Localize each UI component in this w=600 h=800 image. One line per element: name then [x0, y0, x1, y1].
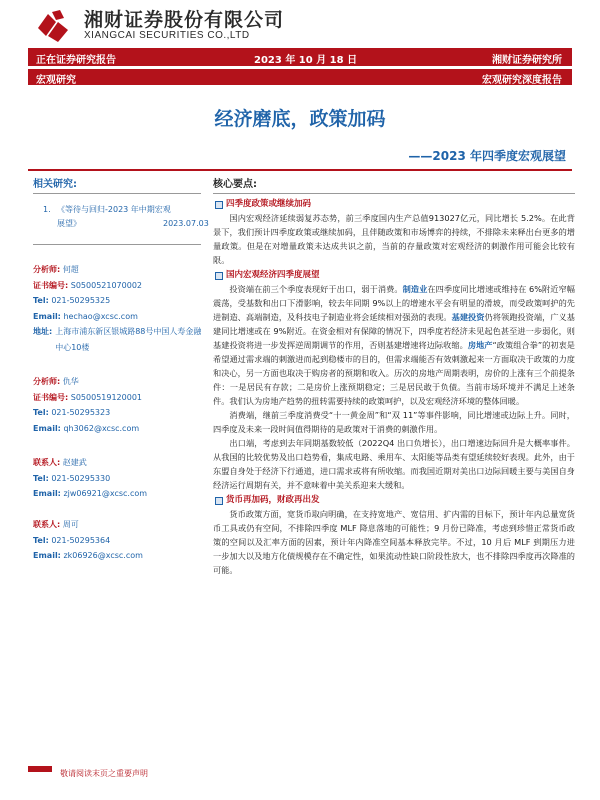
related-rule	[33, 193, 201, 194]
email-link[interactable]: hechao@xcsc.com	[63, 311, 138, 321]
analyst-block-2	[33, 374, 203, 436]
brand-name-cn: 湘财证券股份有限公司	[84, 9, 285, 31]
report-category: 宏观研究	[36, 75, 76, 86]
contact-role: 联系人:	[33, 458, 61, 467]
analyst-name: 何超	[62, 265, 79, 274]
key-points-heading: 核心要点:	[213, 179, 257, 190]
email-label: Email:	[33, 311, 61, 321]
email-link[interactable]: zk06926@xcsc.com	[63, 551, 143, 560]
paragraph-policy: 国内宏观经济延续弱复苏态势，前三季度国内生产总值913027亿元，同比增长 5.2%。在此背景下，我们预计四季度政策或继续加码，且伴随政策和市场博弈的持续，不排除未来释出台更多的增量政策。但是在对增量政策未达成共识之前，当前的存量政策对宏观经济的刺激作用可能会比较有限。	[213, 213, 575, 265]
tel-number: 021-50295323	[51, 408, 111, 417]
header-bar	[28, 48, 572, 66]
contact-name: 周可	[62, 520, 79, 529]
email-label: Email:	[33, 423, 61, 433]
institute-name: 湘财证券研究所	[492, 55, 562, 66]
contact-role: 联系人:	[33, 520, 61, 529]
analyst-role: 分析师:	[33, 377, 61, 386]
tel-label: Tel:	[33, 408, 49, 417]
related-heading: 相关研究:	[33, 179, 77, 190]
report-title: 经济磨底，政策加码	[214, 108, 386, 130]
report-date: 2023 年 10 月 18 日	[254, 55, 358, 66]
tel-number: 021-50295325	[51, 296, 111, 305]
paragraph-monetary: 货币政策方面，宽货币取向明确，在支持宽地产、宽信用、扩内需的目标下，预计年内总量宽货币工具或仍有空间，不排除四季度 MLF 降息落地的可能性；9 月份已降准，考虑到珍惜正常货币政策的空间以及汇率方面的因素，预计年内降准空间基本释放完毕。不过，10 月后 MLF 到期压力进一步加大以及地方化债规模存在不确定性，如果流动性缺口阶段性放大，也不排除四季度再次降准的可能。	[213, 509, 575, 575]
paragraph-export: 出口端，考虑到去年同期基数较低（2022Q4 出口负增长），出口增速边际回升是大概率事件。从我国的比较优势及出口趋势看，集成电路、乘用车、太阳能等品类有望延续较好表现。此外，由于东盟自身处于经济下行通道，进口需求或将有所收缩。而我国近期对美出口边际回暖主要与美国自身经济运行周期有关，并不意味着中美关系迎来大缓和。	[213, 438, 575, 490]
email-label: Email:	[33, 489, 61, 498]
section-heading-3: 货币再加码，财政再出发	[213, 494, 575, 507]
related-title[interactable]: 《等待与回归-2023 年中期宏观展望》	[57, 205, 171, 228]
tel-label: Tel:	[33, 473, 49, 483]
cert-label: 证书编号:	[33, 280, 69, 290]
category-bar	[28, 69, 572, 85]
report-subtitle: ——2023 年四季度宏观展望	[408, 149, 566, 163]
analyst-block-1	[33, 262, 203, 355]
tel-label: Tel:	[33, 296, 49, 305]
report-type: 正在证券研究报告	[36, 55, 116, 66]
section-heading-2: 国内宏观经济四季度展望	[213, 269, 575, 282]
contact-block-1	[33, 455, 203, 502]
related-num: 1.	[43, 205, 51, 214]
email-label: Email:	[33, 551, 61, 560]
cert-number: S0500521070002	[70, 280, 142, 290]
section-heading-1: 四季度政策或继续加码	[213, 198, 575, 211]
cert-number: S0500519120001	[70, 392, 142, 402]
xiangcai-logo-icon	[34, 8, 72, 44]
key-points-rule	[213, 193, 575, 194]
doc-type: 宏观研究深度报告	[482, 75, 562, 86]
key-points	[213, 175, 575, 577]
brand-name-en: XIANGCAI SECURITIES CO.,LTD	[84, 30, 250, 41]
analyst-role: 分析师:	[33, 265, 61, 274]
tel-number: 021-50295330	[51, 473, 111, 483]
footer-mark-icon	[28, 762, 52, 776]
tel-label: Tel:	[33, 535, 49, 545]
left-sidebar	[33, 175, 209, 245]
contact-name: 赵建武	[62, 458, 87, 467]
tel-number: 021-50295364	[51, 535, 111, 545]
paragraph-investment: 投资端在前三个季度表现好于出口，弱于消费。制造业在四季度同比增速或维持在 6%附近窄幅震荡，受基数和出口下滑影响，较去年同期 9%以上的增速水平会有明显的滑坡，而受政策呵护的先进制造、高端制造，及科技电子制造业将会延续相对强劲的表现。基建投资仍将领跑投资端，广义基建同比增速或在 9%附近。在资金相对有保障的情况下，四季度若经济未见起色甚至进一步弱化，则基建投资将进一步发挥逆周期调节的作用，否则基建增速将边际收缩。房地产“政策组合拳”的初衷是希望通过需求端的刺激进而起到稳楼市的目的，但需求端能否有效刺激起来一方面取决于政策的力度和决心，另一方面也取决于购房者的预期和收入。历次的房地产周期表明，房价的上涨有三个前提条件：一是居民有存款；二是房价上涨预期稳定；三是居民敢于负债。当前市场环境并不满足上述条件。我们认为房地产趋势的扭转需要持续的政策呵护，以及宏观经济环境的整体回暖。	[213, 284, 575, 406]
related-date: 2023.07.03	[163, 219, 209, 228]
paragraph-consumption: 消费端，继前三季度消费受“十一黄金周”和“双 11”等事件影响，同比增速或边际上升。同时，四季度及未来一段时间值得期待的是政策对于消费的刺激作用。	[213, 410, 575, 434]
related-rule-bottom	[33, 244, 201, 245]
address: 上海市浦东新区银城路88号中国人寿金融中心10楼	[55, 327, 202, 352]
addr-label: 地址:	[33, 327, 53, 336]
email-link[interactable]: zjw06921@xcsc.com	[63, 489, 148, 498]
related-item[interactable]	[33, 200, 209, 244]
email-link[interactable]: qh3062@xcsc.com	[63, 423, 140, 433]
footer-disclaimer[interactable]: 敬请阅读末页之重要声明	[60, 769, 148, 778]
cert-label: 证书编号:	[33, 392, 69, 402]
contact-block-2	[33, 517, 203, 564]
analyst-name: 仇华	[62, 377, 79, 386]
title-rule	[28, 169, 572, 171]
